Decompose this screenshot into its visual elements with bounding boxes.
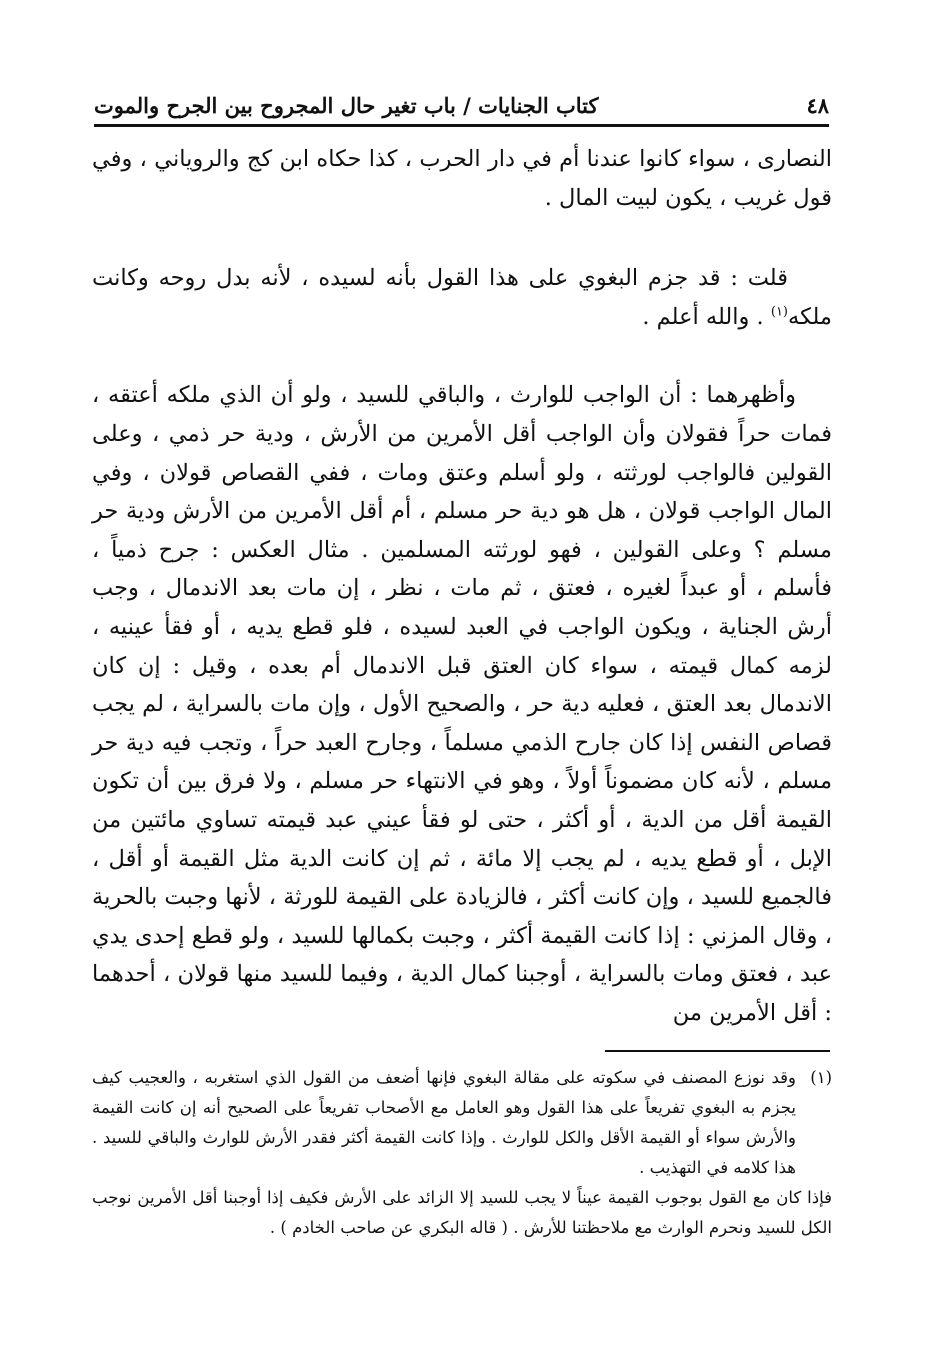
paragraph-3: وأظهرهما : أن الواجب للوارث ، والباقي للسيد ، ولو أن الذي ملكه أعتقه ، فمات حراً فقولان وأن الواجب أقل الأمرين من الأرش ، ودية حر ذمي ، وعلى القولين فالواجب لورثته ، ولو أسلم وعتق ومات ، ففي القصاص قولان ، وفي المال الواجب قولان ، هل هو دية حر مسلم ، أم أقل الأمرين من الأرش ودية حر مسلم ؟ وعلى القولين ، فهو لورثته المسلمين . مثال العكس : جرح ذمياً ، فأسلم ، أو عبداً لغيره ، فعتق ، ثم مات ، نظر ، إن مات بعد الاندمال ، وجب أرش الجناية ، ويكون الواجب في العبد لسيده ، فلو قطع يديه ، أو فقأ عينيه ، لزمه كمال قيمته ، سواء كان العتق قبل الاندمال أم بعده ، وقيل : إن كان الاندمال بعد العتق ، فعليه دية حر ، والصحيح الأول ، وإن مات بالسراية ، لم يجب قصاص النفس إذا كان جارح الذمي مسلماً ، وجارح العبد حراً ، وتجب فيه دية حر مسلم ، لأنه كان مضموناً أولاً ، وهو في الانتهاء حر مسلم ، ولا فرق بين أن تكون القيمة أقل من الدية ، أو أكثر ، حتى لو فقأ عيني عبد قيمته تساوي مائتين من الإبل ، أو قطع يديه ، لم يجب إلا مائة ، ثم إن كانت الدية مثل القيمة أو أقل ، فالجميع للسيد ، وإن كانت أكثر ، فالزيادة على القيمة للورثة ، لأنها وجبت بالحرية ، وقال المزني : إذا كانت القيمة أكثر ، وجبت بكمالها للسيد ، ولو قطع إحدى يدي عبد ، فعتق ومات بالسراية ، أوجبنا كمال الدية ، وفيما للسيد منها قولان ، أحدهما : أقل الأمرين من xyxy=(92,382,832,1026)
page-number: ٤٨ xyxy=(806,93,829,118)
footnote-reference[interactable]: (١) xyxy=(770,304,788,320)
footnote-separator xyxy=(605,1050,830,1052)
footnote-continuation: فإذا كان مع القول بوجوب القيمة عيناً لا يجب للسيد إلا الزائد على الأرش فكيف إذا أوجبنا أقل الأمرين نوجب الكل للسيد ونحرم الوارث مع ملاحظتنا للأرش . ( قاله البكري عن صاحب الخادم ) . xyxy=(92,1188,832,1237)
paragraph-2-text: قلت : قد جزم البغوي على هذا القول بأنه لسيده ، لأنه بدل روحه وكانت ملكه xyxy=(92,265,832,330)
page-header xyxy=(94,78,829,118)
paragraph-2-end: . والله أعلم . xyxy=(642,303,771,330)
header-rule xyxy=(94,124,829,127)
paragraph-1: النصارى ، سواء كانوا عندنا أم في دار الحرب ، كذا حكاه ابن كج والروياني ، وفي قول غريب ، يكون لبيت المال . xyxy=(92,146,832,211)
main-text xyxy=(92,140,832,1032)
paragraph-2 xyxy=(92,259,832,336)
footnote-text: وقد نوزع المصنف في سكوته على مقالة البغوي فإنها أضعف من القول الذي استغربه ، والعجيب كيف يجزم به البغوي تفريعاً على هذا القول وهو العامل مع الأصحاب تفريعاً على الصحيح أنه إن كانت القيمة والأرش سواء أو القيمة الأقل والكل للوارث . وإذا كانت القيمة أكثر فقدر الأرش للوارث والباقي للسيد . هذا كلامه في التهذيب . xyxy=(92,1068,796,1177)
footnote-number: (١) xyxy=(810,1068,832,1087)
footnotes xyxy=(92,1063,832,1243)
footnote-body xyxy=(92,1063,796,1183)
footnote-1 xyxy=(92,1063,832,1183)
running-title: كتاب الجنايات / باب تغير حال المجروح بين الجرح والموت xyxy=(94,93,599,118)
